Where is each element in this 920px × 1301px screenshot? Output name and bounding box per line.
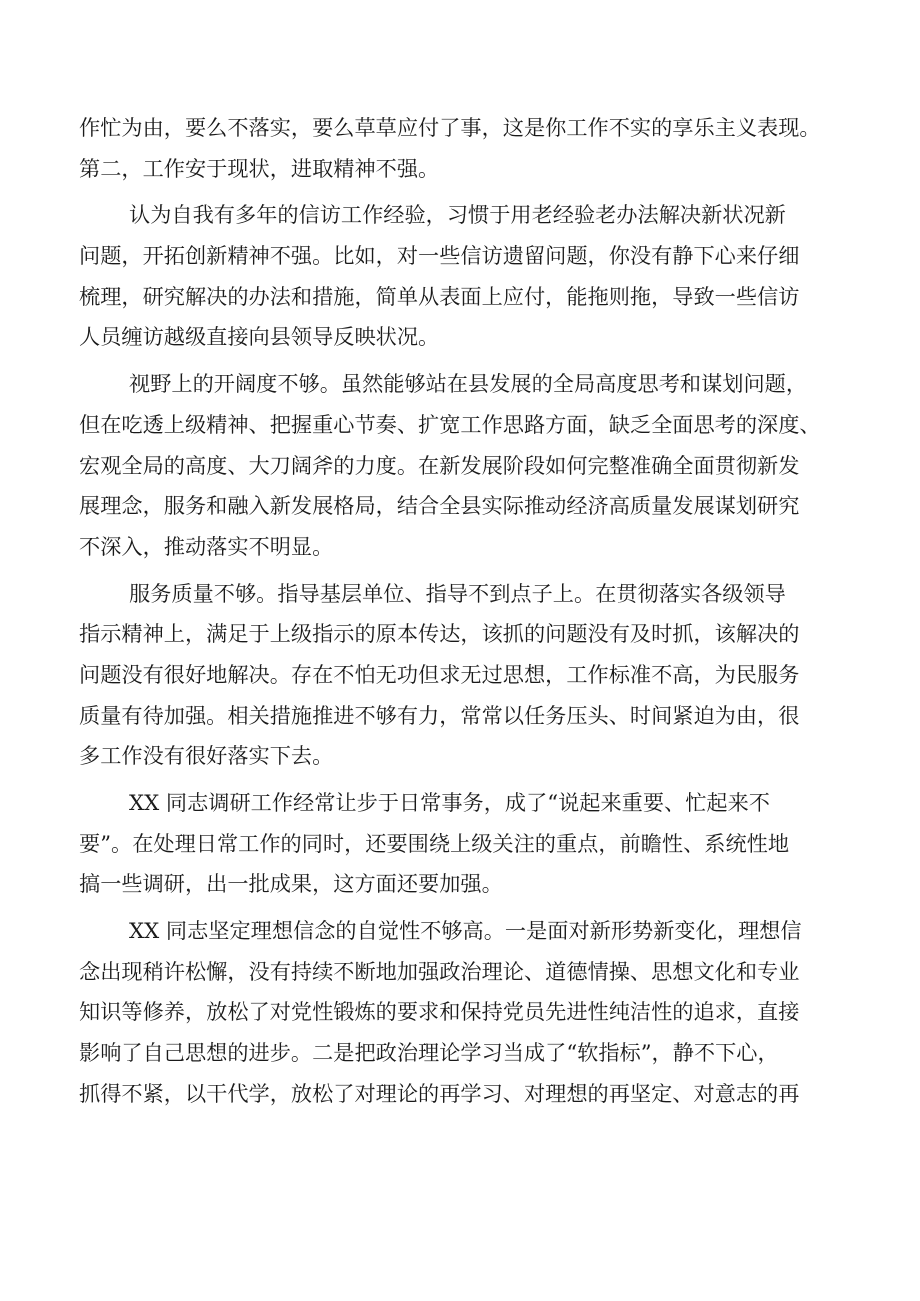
text-line: 视野上的开阔度不够。虽然能够站在县发展的全局高度思考和谋划问题，: [129, 371, 808, 397]
text-line: 不深入，推动落实不明显。: [79, 533, 334, 559]
text-line: 问题没有很好地解决。存在不怕无功但求无过思想，工作标准不高，为民服务: [79, 661, 800, 687]
paragraph: [79, 195, 879, 358]
text-line: 影响了自己思想的进步。二是把政治理论学习当成了“软指标”，静不下心，: [79, 1040, 779, 1066]
text-line: 抓得不紧，以干代学，放松了对理论的再学习、对理想的再坚定、对意志的再: [79, 1080, 800, 1106]
text-line: 问题，开拓创新精神不强。比如，对一些信访遗留问题，你没有静下心来仔细: [79, 243, 800, 269]
text-line: XX 同志调研工作经常让步于日常事务，成了“说起来重要、忙起来不: [129, 790, 770, 815]
paragraph: [79, 783, 879, 905]
text-line: 宏观全局的高度、大刀阔斧的力度。在新发展阶段如何完整准确全面贯彻新发: [79, 452, 800, 478]
text-line: 人员缠访越级直接向县领导反映状况。: [79, 324, 440, 350]
paragraph: [79, 364, 879, 567]
text-line: 第二，工作安于现状，进取精神不强。: [79, 155, 440, 181]
text-line: 展理念，服务和融入新发展格局，结合全县实际推动经济高质量发展谋划研究: [79, 493, 800, 519]
paragraph: [79, 911, 879, 1114]
paragraph: [79, 574, 879, 777]
text-line: 知识等修养，放松了对党性锻炼的要求和保持党员先进性纯洁性的追求，直接: [79, 999, 800, 1025]
text-line: 质量有待加强。相关措施推进不够有力，常常以任务压头、时间紧迫为由，很: [79, 702, 800, 728]
document-body: [79, 108, 879, 1115]
text-line: 梳理，研究解决的办法和措施，简单从表面上应付，能拖则拖，导致一些信访: [79, 283, 800, 309]
text-line: 但在吃透上级精神、把握重心节奏、扩宽工作思路方面，缺乏全面思考的深度、: [79, 411, 821, 437]
text-line: 认为自我有多年的信访工作经验，习惯于用老经验老办法解决新状况新: [129, 202, 786, 228]
text-line: 作忙为由，要么不落实，要么草草应付了事，这是你工作不实的享乐主义表现。: [79, 115, 821, 140]
text-line: XX 同志坚定理想信念的自觉性不够高。一是面对新形势新变化，理想信: [129, 918, 802, 944]
paragraph: [79, 108, 879, 189]
text-line: 指示精神上，满足于上级指示的原本传达，该抓的问题没有及时抓，该解决的: [79, 621, 800, 647]
text-line: 搞一些调研，出一批成果，这方面还要加强。: [79, 871, 503, 897]
text-line: 要”。在处理日常工作的同时，还要围绕上级关注的重点，前瞻性、系统性地: [79, 830, 790, 856]
text-line: 念出现稍许松懈，没有持续不断地加强政治理论、道德情操、思想文化和专业: [79, 958, 800, 984]
text-line: 服务质量不够。指导基层单位、指导不到点子上。在贯彻落实各级领导: [129, 580, 786, 606]
text-line: 多工作没有很好落实下去。: [79, 743, 334, 769]
